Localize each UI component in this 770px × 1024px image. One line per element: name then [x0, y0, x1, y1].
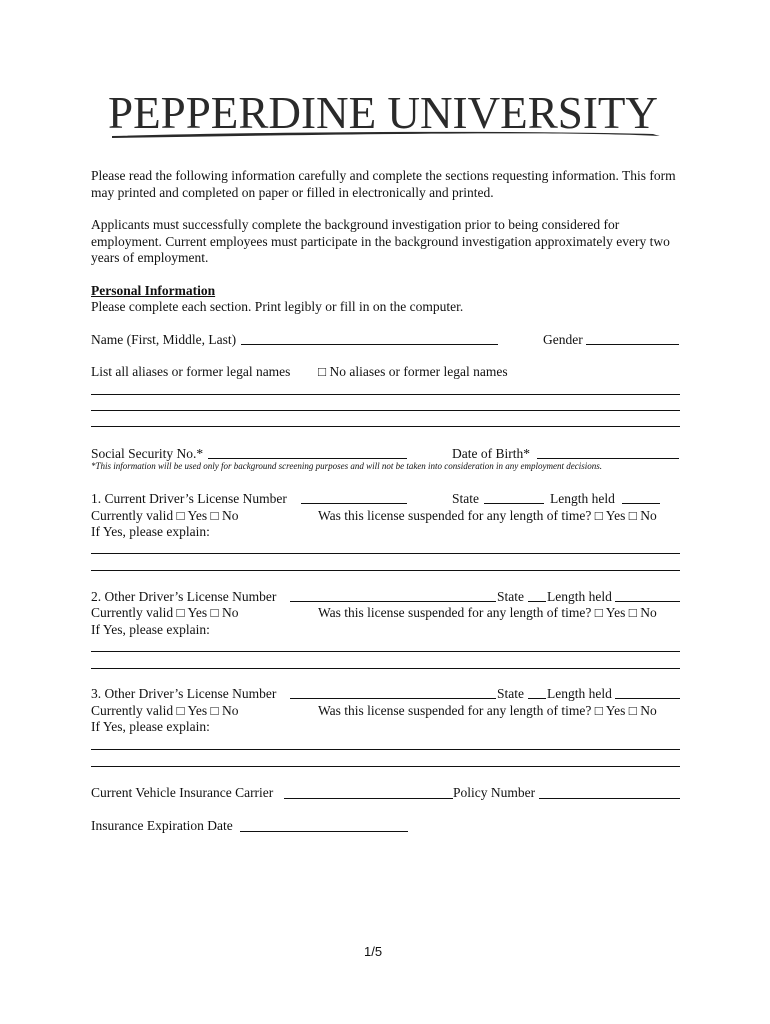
intro-paragraph-1: Please read the following information carefully and complete the sections requesting information. This form may printed and completed on paper or filled in electronically and printed.	[91, 168, 676, 200]
license3-number-field[interactable]	[290, 698, 496, 699]
intro-paragraph-2: Applicants must successfully complete the background investigation prior to being considered for employment. Current employees must participate in the background investigation approximately every two years of employment.	[91, 217, 670, 265]
page-number: 1/5	[364, 944, 383, 959]
name-field[interactable]	[241, 344, 498, 345]
aliases-field-1[interactable]	[91, 394, 680, 395]
license1-valid-checkboxes[interactable]: Currently valid □ Yes □ No	[91, 508, 239, 523]
license3-suspended-checkboxes[interactable]: Was this license suspended for any length of time? □ Yes □ No	[318, 703, 657, 718]
license3-length-field[interactable]	[615, 698, 680, 699]
ssn-label: Social Security No.*	[91, 446, 204, 461]
license2-number-field[interactable]	[290, 601, 496, 602]
license1-explain-field-2[interactable]	[91, 570, 680, 571]
license3-explain-label: If Yes, please explain:	[91, 719, 210, 734]
license2-state-label: State	[497, 589, 524, 604]
license2-suspended-checkboxes[interactable]: Was this license suspended for any length of time? □ Yes □ No	[318, 605, 657, 620]
license2-explain-label: If Yes, please explain:	[91, 622, 210, 637]
license1-length-field[interactable]	[622, 503, 660, 504]
license1-state-label: State	[452, 491, 479, 506]
aliases-field-3[interactable]	[91, 426, 680, 427]
license2-valid-checkboxes[interactable]: Currently valid □ Yes □ No	[91, 605, 239, 620]
insurance-expiration-field[interactable]	[240, 831, 408, 832]
license2-length-field[interactable]	[615, 601, 680, 602]
dob-field[interactable]	[537, 458, 679, 459]
license1-length-label: Length held	[550, 491, 615, 506]
name-label: Name (First, Middle, Last)	[91, 332, 237, 347]
license3-valid-checkboxes[interactable]: Currently valid □ Yes □ No	[91, 703, 239, 718]
aliases-label: List all aliases or former legal names	[91, 364, 291, 379]
license2-explain-field-1[interactable]	[91, 651, 680, 652]
dob-label: Date of Birth*	[452, 446, 530, 461]
no-aliases-checkbox[interactable]: □ No aliases or former legal names	[318, 364, 508, 379]
license2-number-label: 2. Other Driver’s License Number	[91, 589, 277, 604]
section-heading-personal: Personal Information	[91, 283, 216, 298]
license3-number-label: 3. Other Driver’s License Number	[91, 686, 277, 701]
logo-wordmark: PEPPERDINE UNIVERSITY	[108, 87, 658, 138]
license3-explain-field-2[interactable]	[91, 766, 680, 767]
insurance-carrier-field[interactable]	[284, 798, 453, 799]
license3-length-label: Length held	[547, 686, 612, 701]
aliases-field-2[interactable]	[91, 410, 680, 411]
license2-explain-field-2[interactable]	[91, 668, 680, 669]
ssn-field[interactable]	[208, 458, 407, 459]
gender-field[interactable]	[586, 344, 679, 345]
license1-explain-label: If Yes, please explain:	[91, 524, 210, 539]
license1-state-field[interactable]	[484, 503, 544, 504]
university-logo	[108, 84, 664, 148]
license3-state-field[interactable]	[528, 698, 546, 699]
license3-explain-field-1[interactable]	[91, 749, 680, 750]
personal-instructions: Please complete each section. Print legibly or fill in on the computer.	[91, 299, 464, 314]
license2-state-field[interactable]	[528, 601, 546, 602]
policy-number-field[interactable]	[539, 798, 680, 799]
license3-state-label: State	[497, 686, 524, 701]
license1-number-label: 1. Current Driver’s License Number	[91, 491, 287, 506]
insurance-carrier-label: Current Vehicle Insurance Carrier	[91, 785, 274, 800]
policy-number-label: Policy Number	[453, 785, 536, 800]
gender-label: Gender	[543, 332, 583, 347]
license1-suspended-checkboxes[interactable]: Was this license suspended for any length of time? □ Yes □ No	[318, 508, 657, 523]
license1-number-field[interactable]	[301, 503, 407, 504]
license2-length-label: Length held	[547, 589, 612, 604]
insurance-expiration-label: Insurance Expiration Date	[91, 818, 233, 833]
ssn-dob-note: *This information will be used only for background screening purposes and will not be taken into consideration in any employment decisions.	[91, 461, 603, 471]
license1-explain-field-1[interactable]	[91, 553, 680, 554]
